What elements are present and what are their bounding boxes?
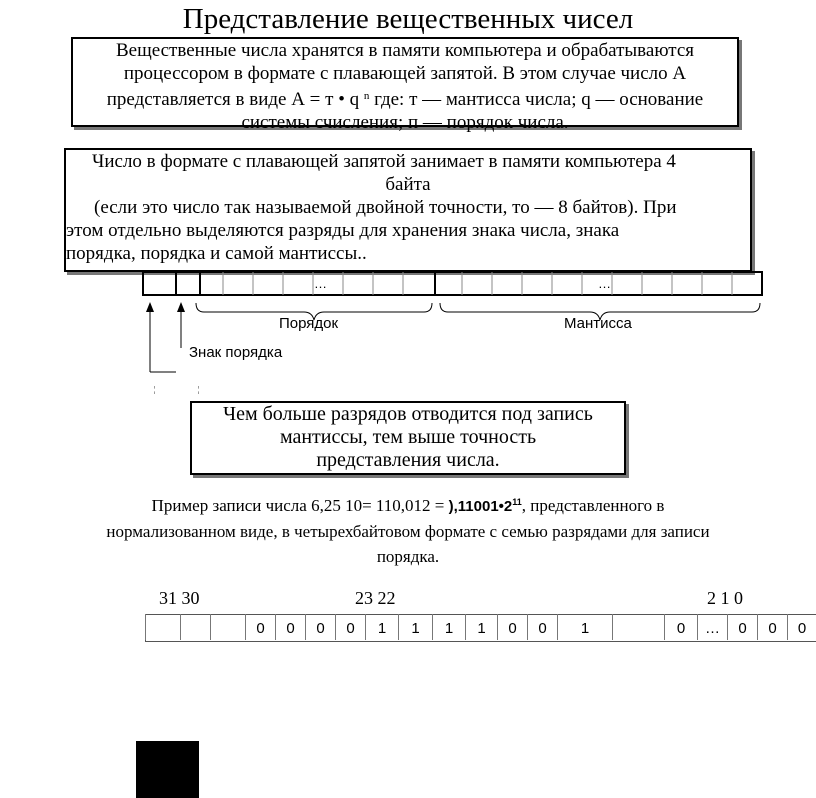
bit-cell [612, 614, 664, 640]
bit-cell: 0 [335, 614, 365, 640]
example-after: , представленного в [521, 496, 665, 515]
tiny-mark-2: ¦ [198, 385, 200, 394]
bit-cell: 0 [664, 614, 697, 640]
bit-cell: 1 [365, 614, 398, 640]
format-line-1: Число в формате с плавающей запятой занимает в памяти компьютера 4 [92, 151, 676, 172]
accuracy-line-2: мантиссы, тем выше точность [279, 426, 537, 448]
mantissa-ellipsis: … [598, 276, 611, 291]
bit-numbers-right: 2 1 0 [707, 588, 743, 608]
bit-cell: … [697, 614, 727, 640]
format-line-2: байта [385, 174, 431, 195]
accuracy-line-1: Чем больше разрядов отводится под запись [223, 403, 593, 425]
intro-line-1: Вещественные числа хранятся в памяти компьютера и обрабатываются [115, 40, 694, 61]
cell-dividers [223, 272, 732, 295]
format-line-4: этом отдельно выделяются разряды для хранения знака числа, знака [66, 220, 620, 241]
bit-cell: 1 [398, 614, 432, 640]
bit-cell: 0 [275, 614, 305, 640]
bit-numbers-left: 31 30 [159, 588, 200, 608]
order-ellipsis: … [314, 276, 327, 291]
page-title: Представление вещественных чисел [182, 3, 634, 35]
bit-cell: 0 [527, 614, 557, 640]
intro-line-4: системы счисления; п — порядок числа. [241, 112, 569, 133]
example-line-1 [40, 490, 776, 519]
bit-cell: 1 [557, 614, 612, 640]
bit-cell [145, 614, 180, 640]
black-square [136, 741, 199, 798]
formula-explanation: где: т — мантисса числа; q — основание [369, 89, 704, 110]
register-outline [143, 272, 762, 295]
bit-cell: 0 [727, 614, 757, 640]
accuracy-box [190, 401, 626, 475]
example-formula-exp: 11 [512, 497, 522, 507]
bit-cell: 1 [432, 614, 465, 640]
bit-cell: 0 [245, 614, 275, 640]
bit-cell: 0 [757, 614, 787, 640]
bit-cell: 0 [497, 614, 527, 640]
format-line-5: порядка, порядка и самой мантиссы.. [66, 243, 367, 264]
bit-cell [210, 614, 245, 640]
example-formula: ),11001•2 [448, 498, 513, 515]
accuracy-line-3: представления числа. [316, 449, 500, 471]
bit-cell: 0 [305, 614, 335, 640]
tiny-mark-1: ¦ [154, 385, 156, 394]
order-label: Порядок [279, 315, 339, 332]
order-sign-label: Знак порядка [189, 344, 283, 361]
exponent-n: n [363, 90, 370, 102]
format-line-3: (если это число так называемой двойной точности, то — 8 байтов). При [94, 197, 677, 218]
bit-cell [180, 614, 210, 640]
example-line-3: порядка. [376, 547, 440, 566]
intro-line-2: процессором в формате с плавающей запятой. В этом случае число А [123, 63, 687, 84]
example-line-2: нормализованном виде, в четырехбайтовом формате с семью разрядами для записи [106, 522, 710, 541]
example-intro: Пример записи числа 6,25 10= 110,012 = [151, 496, 449, 515]
bit-cell: 0 [787, 614, 816, 640]
mantissa-label: Мантисса [564, 315, 632, 332]
bit-numbers-middle: 23 22 [355, 588, 396, 608]
example-text [40, 490, 776, 569]
bit-cell: 1 [465, 614, 497, 640]
sign-arrow-head [146, 302, 154, 312]
order-sign-arrow-head [177, 302, 185, 312]
formula-text: представляется в виде А = т • q [106, 89, 360, 110]
